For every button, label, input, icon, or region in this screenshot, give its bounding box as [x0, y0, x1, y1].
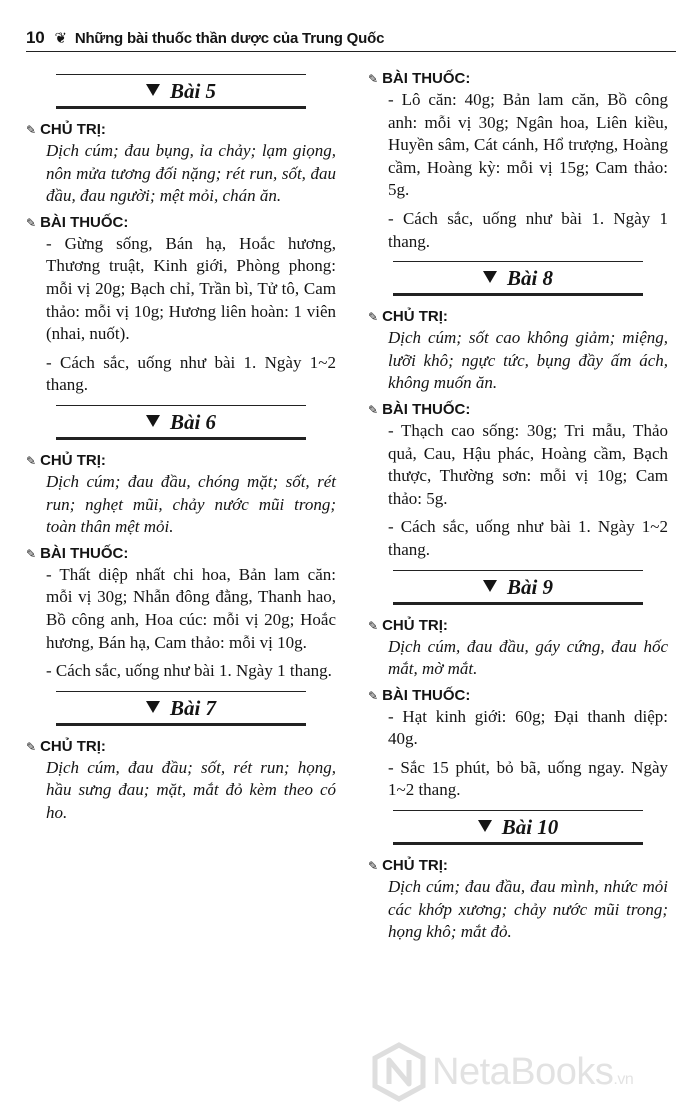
label-text: BÀI THUỐC:: [382, 70, 471, 87]
pen-nib-icon: ✎: [26, 546, 37, 561]
remedy-8: [368, 261, 668, 561]
chu-tri-label: [368, 857, 668, 874]
ingredients-text: - Hạt kinh giới: 60g; Đại thanh diệp: 40g.: [388, 706, 668, 749]
chu-tri-label: [26, 121, 336, 138]
label-text: CHỦ TRỊ:: [382, 616, 448, 634]
chu-tri-label: [368, 617, 668, 634]
remedy-title: Bài 6: [169, 409, 217, 434]
pen-nib-icon: ✎: [368, 402, 379, 417]
remedy-heading: [393, 570, 643, 605]
remedy-heading: [393, 261, 643, 296]
running-head: [26, 28, 676, 52]
remedy-5: [26, 74, 336, 397]
pen-nib-icon: ✎: [368, 618, 379, 633]
label-text: CHỦ TRỊ:: [382, 308, 448, 326]
bai-thuoc-label: [26, 214, 336, 231]
left-column: [26, 66, 336, 830]
pen-nib-icon: ✎: [26, 453, 37, 468]
dosage-text: - Cách sắc, uống như bài 1. Ngày 1 thang.: [46, 661, 332, 681]
remedy-title: Bài 10: [501, 815, 559, 840]
remedy-7: [26, 691, 336, 825]
label-text: CHỦ TRỊ:: [40, 737, 106, 755]
remedy-7-continued: [368, 70, 668, 253]
remedy-heading: [393, 810, 643, 845]
pen-nib-icon: ✎: [26, 739, 37, 754]
pen-nib-icon: ✎: [368, 688, 379, 703]
chu-tri-label: [368, 308, 668, 325]
dosage-text: - Sắc 15 phút, bỏ bã, uống ngay. Ngày 1~2 thang.: [388, 757, 668, 800]
watermark: [372, 1042, 633, 1102]
label-text: CHỦ TRỊ:: [40, 121, 106, 138]
remedy-title: Bài 5: [169, 79, 217, 103]
remedy-title: Bài 9: [506, 574, 554, 599]
remedy-heading: [56, 405, 306, 440]
ingredients-text: - Gừng sống, Bán hạ, Hoắc hương, Thương truật, Kinh giới, Phòng phong: mỗi vị 20g; Bạch chỉ, Trần bì, Tử tô, Cam thảo: mỗi vị 10g; Hương liên hoàn: 1 viên (nhai, nuốt).: [46, 233, 336, 344]
indications-text: Dịch cúm, đau đầu; sốt, rét run; họng, hầu sưng đau; mặt, mắt đỏ kèm theo có ho.: [46, 757, 336, 822]
label-text: BÀI THUỐC:: [40, 544, 129, 562]
indications-text: Dịch cúm, đau đầu, gáy cứng, đau hốc mắt, mờ mắt.: [388, 636, 668, 679]
inverted-triangle-icon: [478, 820, 492, 832]
bai-thuoc-label: [368, 401, 668, 418]
dosage-text: - Cách sắc, uống như bài 1. Ngày 1~2 thang.: [388, 517, 668, 559]
label-text: BÀI THUỐC:: [382, 400, 471, 418]
fleuron-icon: ❦: [54, 30, 67, 47]
netabooks-hexagon-logo: [372, 1042, 426, 1102]
chu-tri-label: [26, 452, 336, 469]
pen-nib-icon: ✎: [26, 215, 37, 230]
remedy-10: [368, 810, 668, 944]
remedy-6: [26, 405, 336, 683]
inverted-triangle-icon: [146, 84, 160, 96]
pen-nib-icon: ✎: [368, 310, 379, 325]
bai-thuoc-label: [368, 687, 668, 704]
label-text: CHỦ TRỊ:: [382, 857, 448, 875]
remedy-9: [368, 570, 668, 803]
right-column: [368, 66, 668, 950]
page-number: 10: [26, 28, 45, 47]
dosage-text: - Cách sắc, uống như bài 1. Ngày 1~2 thang.: [46, 352, 336, 395]
indications-text: Dịch cúm; đau bụng, ỉa chảy; lạm giọng, nôn mửa tương đối nặng; rét run, sốt, đau đầu, đau người; mệt mỏi, chán ăn.: [46, 141, 336, 206]
indications-text: Dịch cúm; đau đầu, đau mình, nhức mỏi các khớp xương; chảy nước mũi trong; họng khô; mắt đỏ.: [388, 877, 668, 942]
pen-nib-icon: ✎: [368, 72, 379, 86]
inverted-triangle-icon: [146, 701, 160, 713]
chu-tri-label: [26, 738, 336, 755]
ingredients-text: - Thạch cao sống: 30g; Tri mẫu, Thảo quả, Cau, Hậu phác, Hoàng cầm, Bạch thược, Thường sơn: mỗi vị 10g; Cam thảo: 5g.: [388, 420, 668, 508]
watermark-brand: NetaBooks: [432, 1050, 614, 1093]
pen-nib-icon: ✎: [26, 123, 37, 137]
ingredients-text: - Thất diệp nhất chi hoa, Bản lam căn: mỗi vị 30g; Nhẫn đông đằng, Thanh hao, Bồ công anh, Hoa cúc: mỗi vị 20g; Hoắc hương, Bán hạ, Cam thảo: mỗi vị 10g.: [46, 564, 336, 652]
label-text: CHỦ TRỊ:: [40, 451, 106, 469]
remedy-title: Bài 7: [169, 695, 217, 720]
watermark-text: [432, 1051, 633, 1094]
watermark-suffix: .vn: [613, 1070, 634, 1088]
remedy-title: Bài 8: [506, 266, 554, 291]
indications-text: Dịch cúm; đau đầu, chóng mặt; sốt, rét run; nghẹt mũi, chảy nước mũi trong; toàn thân mệt mỏi.: [46, 471, 336, 537]
bai-thuoc-label: [368, 70, 668, 87]
pen-nib-icon: ✎: [368, 859, 379, 874]
inverted-triangle-icon: [146, 415, 160, 427]
label-text: BÀI THUỐC:: [40, 213, 129, 231]
indications-text: Dịch cúm; sốt cao không giảm; miệng, lưỡi khô; ngực tức, bụng đầy ấm ách, không muốn ăn.: [388, 328, 668, 393]
inverted-triangle-icon: [483, 271, 497, 283]
inverted-triangle-icon: [483, 580, 497, 592]
bai-thuoc-label: [26, 545, 336, 562]
label-text: BÀI THUỐC:: [382, 686, 471, 704]
remedy-heading: [56, 74, 306, 109]
dosage-text: - Cách sắc, uống như bài 1. Ngày 1 thang.: [388, 208, 668, 251]
ingredients-text: - Lô căn: 40g; Bản lam căn, Bồ công anh: mỗi vị 30g; Ngân hoa, Liên kiều, Huyền sâm, Cát cánh, Hổ trượng, Hoàng cầm, Hoàng kỳ: mỗi vị 15g; Cam thảo: 5g.: [388, 90, 668, 200]
remedy-heading: [56, 691, 306, 726]
book-title: Những bài thuốc thần dược của Trung Quốc: [74, 30, 385, 47]
